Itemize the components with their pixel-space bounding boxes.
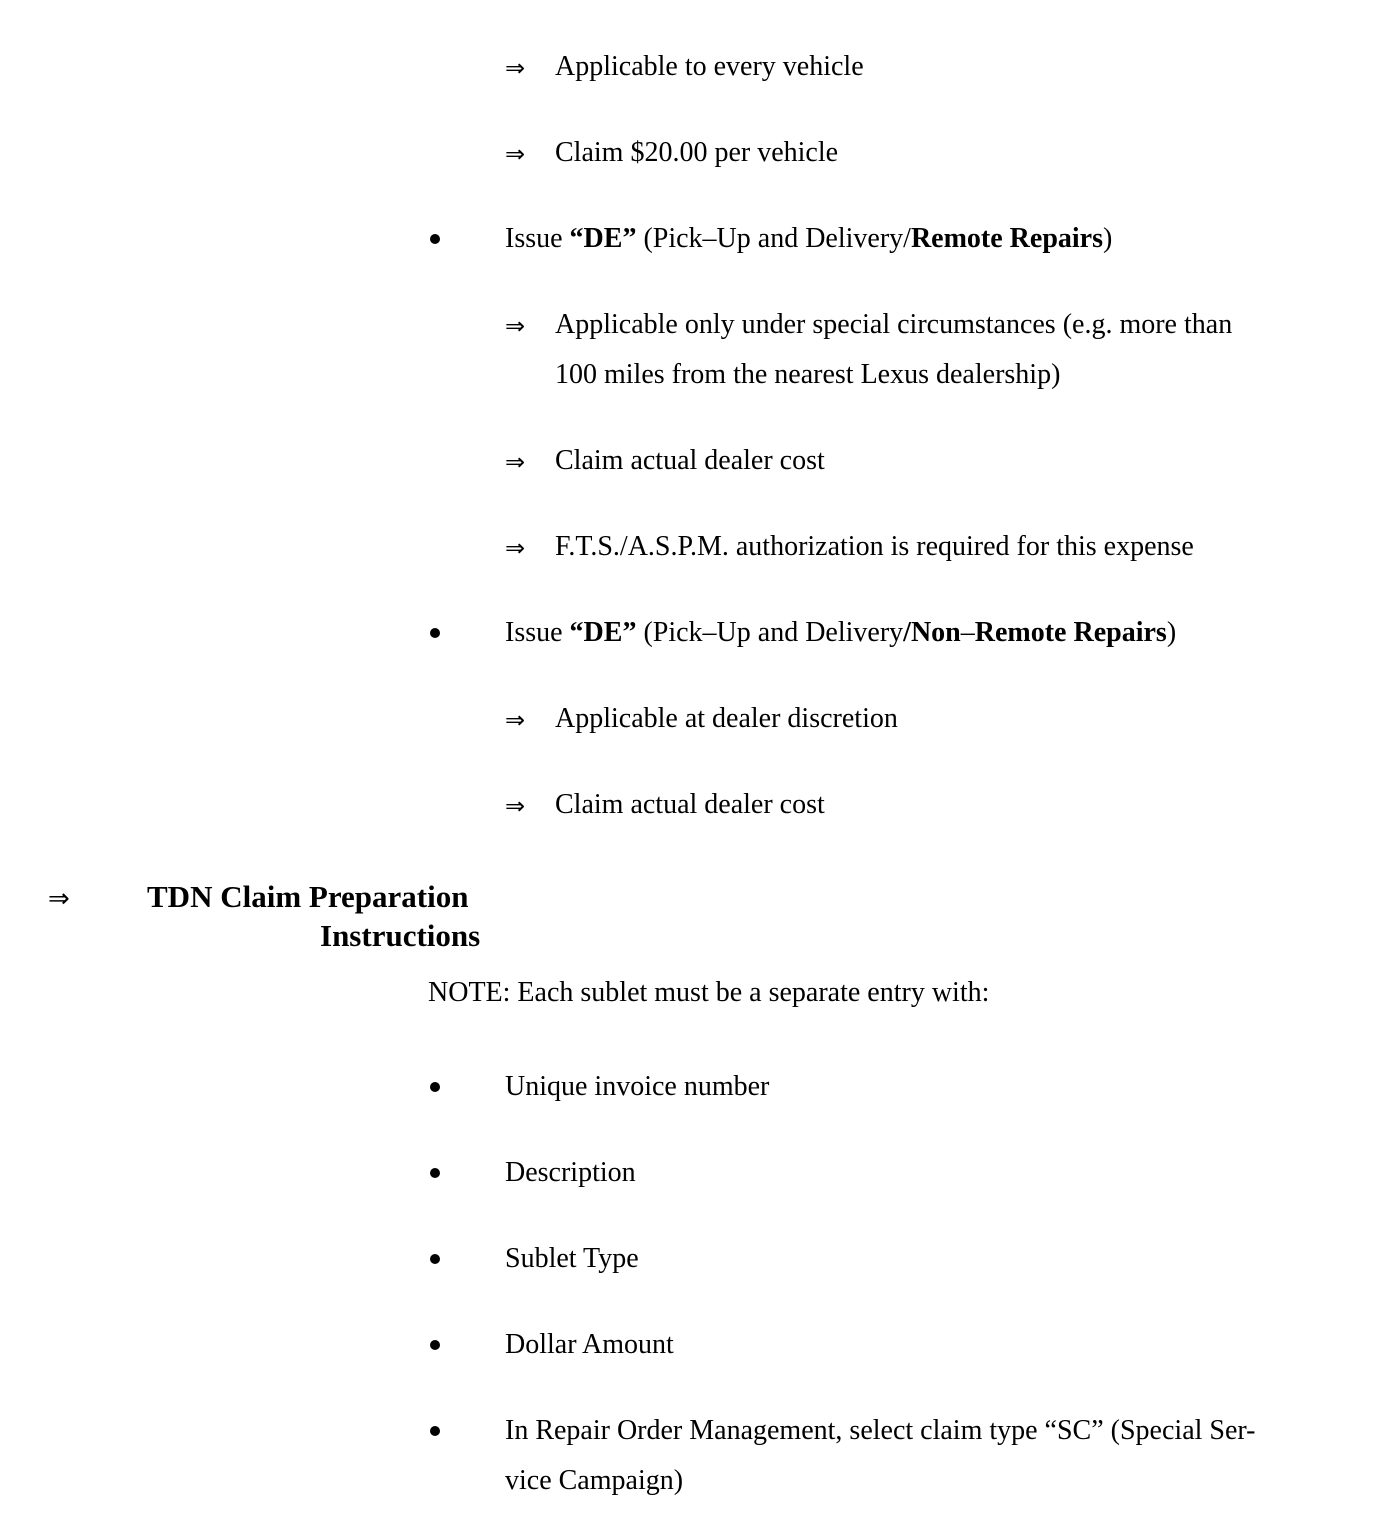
bullet-icon bbox=[430, 1168, 440, 1178]
arrow-icon: ⇒ bbox=[505, 54, 526, 82]
arrow-icon: ⇒ bbox=[505, 140, 526, 168]
section-heading-continuation: Instructions bbox=[320, 918, 481, 953]
bullet-icon bbox=[430, 1254, 440, 1264]
list-item: Applicable only under special circumstances (e.g. more than bbox=[555, 309, 1233, 340]
list-item: Unique invoice number bbox=[505, 1071, 770, 1102]
list-item-continuation: vice Campaign) bbox=[505, 1465, 684, 1496]
list-item: In Repair Order Management, select claim type “SC” (Special Ser- bbox=[505, 1415, 1256, 1446]
list-item: Claim actual dealer cost bbox=[555, 789, 825, 820]
list-item: Claim actual dealer cost bbox=[555, 445, 825, 476]
note-text: NOTE: Each sublet must be a separate entry with: bbox=[428, 977, 990, 1008]
list-item: Description bbox=[505, 1157, 636, 1188]
arrow-icon: ⇒ bbox=[505, 792, 526, 820]
bullet-icon bbox=[430, 234, 440, 244]
arrow-icon: ⇒ bbox=[505, 312, 526, 340]
bullet-icon bbox=[430, 1426, 440, 1436]
list-item: Sublet Type bbox=[505, 1243, 639, 1274]
list-item: Claim $20.00 per vehicle bbox=[555, 137, 839, 168]
list-item: Dollar Amount bbox=[505, 1329, 674, 1360]
list-item: Applicable to every vehicle bbox=[555, 51, 864, 82]
list-item: Applicable at dealer discretion bbox=[555, 703, 898, 734]
list-item-continuation: 100 miles from the nearest Lexus dealership) bbox=[555, 359, 1061, 390]
arrow-icon: ⇒ bbox=[505, 534, 526, 562]
list-item: F.T.S./A.S.P.M. authorization is required for this expense bbox=[555, 531, 1194, 562]
arrow-icon: ⇒ bbox=[505, 448, 526, 476]
arrow-icon: ⇒ bbox=[505, 706, 526, 734]
section-heading: TDN Claim Preparation bbox=[147, 879, 469, 914]
bullet-icon bbox=[430, 628, 440, 638]
arrow-icon: ⇒ bbox=[48, 884, 70, 914]
list-item-de-nonremote: Issue “DE” (Pick–Up and Delivery/Non–Remote Repairs) bbox=[505, 617, 1177, 648]
list-item-de-remote: Issue “DE” (Pick–Up and Delivery/Remote Repairs) bbox=[505, 223, 1113, 254]
bullet-icon bbox=[430, 1340, 440, 1350]
bullet-icon bbox=[430, 1082, 440, 1092]
